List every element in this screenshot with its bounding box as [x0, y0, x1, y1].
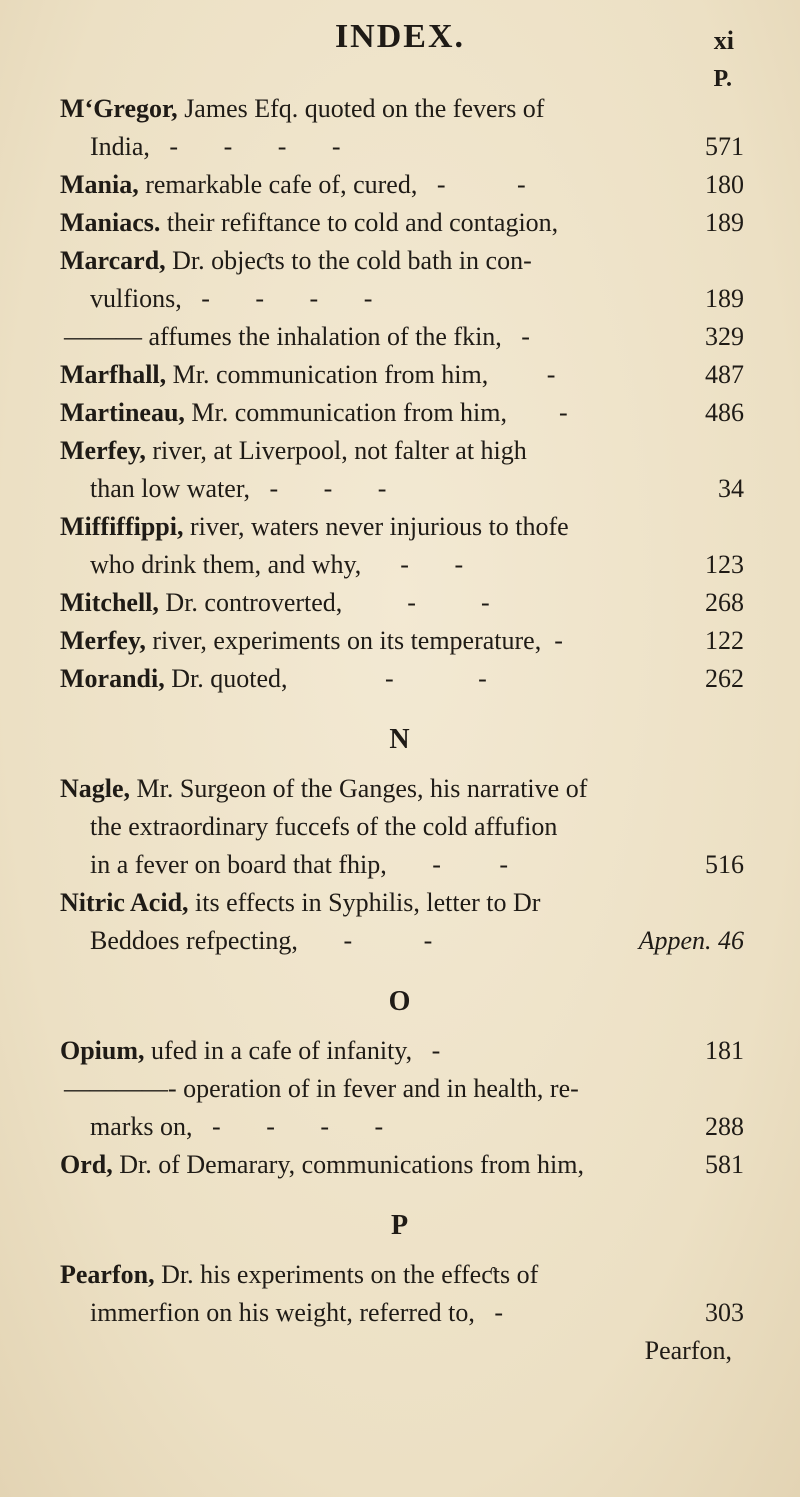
entry-headword: Nitric Acid,: [60, 888, 189, 917]
index-entry-line: [0, 90, 800, 128]
entry-headword: Miffiffippi,: [60, 512, 184, 541]
entry-headword: Opium,: [60, 1036, 145, 1065]
entry-text: [60, 90, 544, 128]
entry-leaders: - - -: [249, 474, 387, 503]
index-entry-line: [0, 356, 800, 394]
entry-description: ufed in a cafe of infanity, -: [144, 1036, 441, 1065]
entry-text: [90, 922, 432, 960]
folio-number: xi: [713, 26, 734, 55]
entry-description: Beddoes refpecting,: [90, 926, 298, 955]
entry-description: the extraordinary fuccefs of the cold affufion: [90, 812, 558, 841]
index-entry-line: [0, 922, 800, 960]
entry-text: [60, 356, 555, 394]
entry-leaders: - - - -: [181, 284, 373, 313]
entry-text: [60, 584, 490, 622]
entry-page-number: 516: [705, 850, 744, 879]
entry-leaders: -: [474, 1298, 504, 1327]
section-o: [0, 1032, 800, 1184]
entry-description: Dr. quoted, - -: [164, 664, 487, 693]
entry-headword: Merfey,: [60, 626, 146, 655]
index-entry-line: [0, 166, 800, 204]
entry-page-number: 581: [705, 1150, 744, 1179]
index-entry-line: [0, 660, 800, 698]
entry-text: [60, 432, 527, 470]
index-entry-line: [0, 280, 800, 318]
entry-description: Mr. communication from him, -: [184, 398, 568, 427]
index-entry-line: [0, 1070, 800, 1108]
index-entry-line: [0, 770, 800, 808]
entry-page-number: Appen. 46: [638, 926, 744, 955]
entry-headword: Mania,: [60, 170, 139, 199]
entry-text: [90, 1294, 503, 1332]
page-title: INDEX.: [334, 18, 466, 55]
entry-headword: Maniacs.: [60, 208, 161, 237]
entry-text: [90, 470, 386, 508]
entry-description: India,: [90, 132, 150, 161]
entry-page-number: 288: [705, 1112, 744, 1141]
entry-page-number: 329: [705, 322, 744, 351]
entry-description: than low water,: [90, 474, 250, 503]
entry-text: [90, 546, 463, 584]
entry-leaders: - -: [386, 850, 509, 879]
letter-heading-o: O: [388, 986, 412, 1017]
entry-description: ————- operation of in fever and in health, re-: [64, 1074, 579, 1103]
index-entry-line: [0, 508, 800, 546]
entry-text: [60, 660, 487, 698]
entry-headword: Mitchell,: [60, 588, 159, 617]
entry-page-number: 487: [705, 360, 744, 389]
entry-leaders: - - - -: [149, 132, 341, 161]
index-entry-line: [0, 242, 800, 280]
entry-text: [90, 280, 372, 318]
entry-page-number: 268: [705, 588, 744, 617]
entry-headword: M‘Gregor,: [60, 94, 178, 123]
index-entry-line: [0, 846, 800, 884]
index-entry-line: [0, 1146, 800, 1184]
entry-description: James Efq. quoted on the fevers of: [177, 94, 545, 123]
page-header: [0, 18, 800, 58]
letter-heading-p: P: [390, 1210, 410, 1241]
entry-leaders: - -: [297, 926, 433, 955]
entry-page-number: 181: [705, 1036, 744, 1065]
index-entry-line: [0, 884, 800, 922]
entry-headword: Nagle,: [60, 774, 131, 803]
entry-description: its effects in Syphilis, letter to Dr: [188, 888, 541, 917]
entry-text: [64, 1070, 579, 1108]
index-entry-line: [0, 470, 800, 508]
index-entry-line: [0, 546, 800, 584]
entry-description: immerfion on his weight, referred to,: [90, 1298, 475, 1327]
catchword: Pearfon,: [644, 1336, 732, 1365]
entry-page-number: 189: [705, 284, 744, 313]
entry-headword: Pearfon,: [60, 1260, 155, 1289]
entry-description: in a fever on board that fhip,: [90, 850, 387, 879]
entry-page-number: 123: [705, 550, 744, 579]
index-entry-line: [0, 394, 800, 432]
index-entry-line: [0, 1108, 800, 1146]
entry-page-number: 180: [705, 170, 744, 199]
section-p: [0, 1256, 800, 1332]
entry-description: their refiftance to cold and contagion,: [160, 208, 559, 237]
index-entry-line: [0, 808, 800, 846]
entry-headword: Marfhall,: [60, 360, 167, 389]
index-entries: [0, 90, 800, 1370]
entry-text: [60, 1032, 440, 1070]
entry-text: [60, 622, 563, 660]
entry-text: [60, 1146, 584, 1184]
entry-description: who drink them, and why,: [90, 550, 362, 579]
entry-text: [60, 204, 558, 242]
index-entry-line: [0, 128, 800, 166]
entry-page-number: 189: [705, 208, 744, 237]
entry-page-number: 486: [705, 398, 744, 427]
entry-text: [90, 808, 557, 846]
entry-text: [90, 1108, 383, 1146]
entry-leaders: - - - -: [192, 1112, 384, 1141]
entry-page-number: 571: [705, 132, 744, 161]
entry-text: [60, 394, 568, 432]
entry-page-number: 122: [705, 626, 744, 655]
entry-text: [60, 1256, 538, 1294]
entry-page-number: 303: [705, 1298, 744, 1327]
entry-page-number: 262: [705, 664, 744, 693]
entry-text: [60, 884, 540, 922]
entry-description: marks on,: [90, 1112, 193, 1141]
entry-text: [90, 128, 341, 166]
entry-description: Dr. objeƈts to the cold bath in con-: [165, 246, 532, 275]
entry-description: Dr. his experiments on the effeƈts of: [154, 1260, 539, 1289]
entry-description: ——— affumes the inhalation of the fkin, -: [64, 322, 530, 351]
index-entry-line: [0, 1256, 800, 1294]
entry-headword: Morandi,: [60, 664, 165, 693]
index-entry-line: [0, 584, 800, 622]
entry-leaders: - -: [361, 550, 464, 579]
section-m: [0, 90, 800, 698]
entry-headword: Martineau,: [60, 398, 185, 427]
entry-text: [64, 318, 530, 356]
index-entry-line: [0, 204, 800, 242]
index-entry-line: [0, 432, 800, 470]
entry-description: Dr. controverted, - -: [158, 588, 490, 617]
entry-page-number: 34: [718, 474, 744, 503]
entry-headword: Ord,: [60, 1150, 113, 1179]
index-entry-line: [0, 1294, 800, 1332]
entry-description: river, experiments on its temperature, -: [145, 626, 563, 655]
section-n: [0, 770, 800, 960]
entry-description: Mr. Surgeon of the Ganges, his narrative of: [130, 774, 588, 803]
index-entry-line: [0, 318, 800, 356]
entry-description: river, at Liverpool, not falter at high: [145, 436, 527, 465]
entry-description: remarkable cafe of, cured, - -: [138, 170, 526, 199]
entry-description: vulfions,: [90, 284, 182, 313]
entry-text: [90, 846, 508, 884]
entry-text: [60, 508, 569, 546]
letter-heading-n: N: [389, 724, 411, 755]
index-entry-line: [0, 1032, 800, 1070]
page-column-heading: P.: [713, 66, 732, 92]
entry-description: Dr. of Demarary, communications from him,: [112, 1150, 584, 1179]
entry-text: [60, 166, 526, 204]
entry-description: river, waters never injurious to thofe: [183, 512, 569, 541]
entry-headword: Marcard,: [60, 246, 166, 275]
entry-description: Mr. communication from him, -: [166, 360, 556, 389]
entry-text: [60, 242, 532, 280]
entry-text: [60, 770, 587, 808]
index-entry-line: [0, 622, 800, 660]
entry-headword: Merfey,: [60, 436, 146, 465]
